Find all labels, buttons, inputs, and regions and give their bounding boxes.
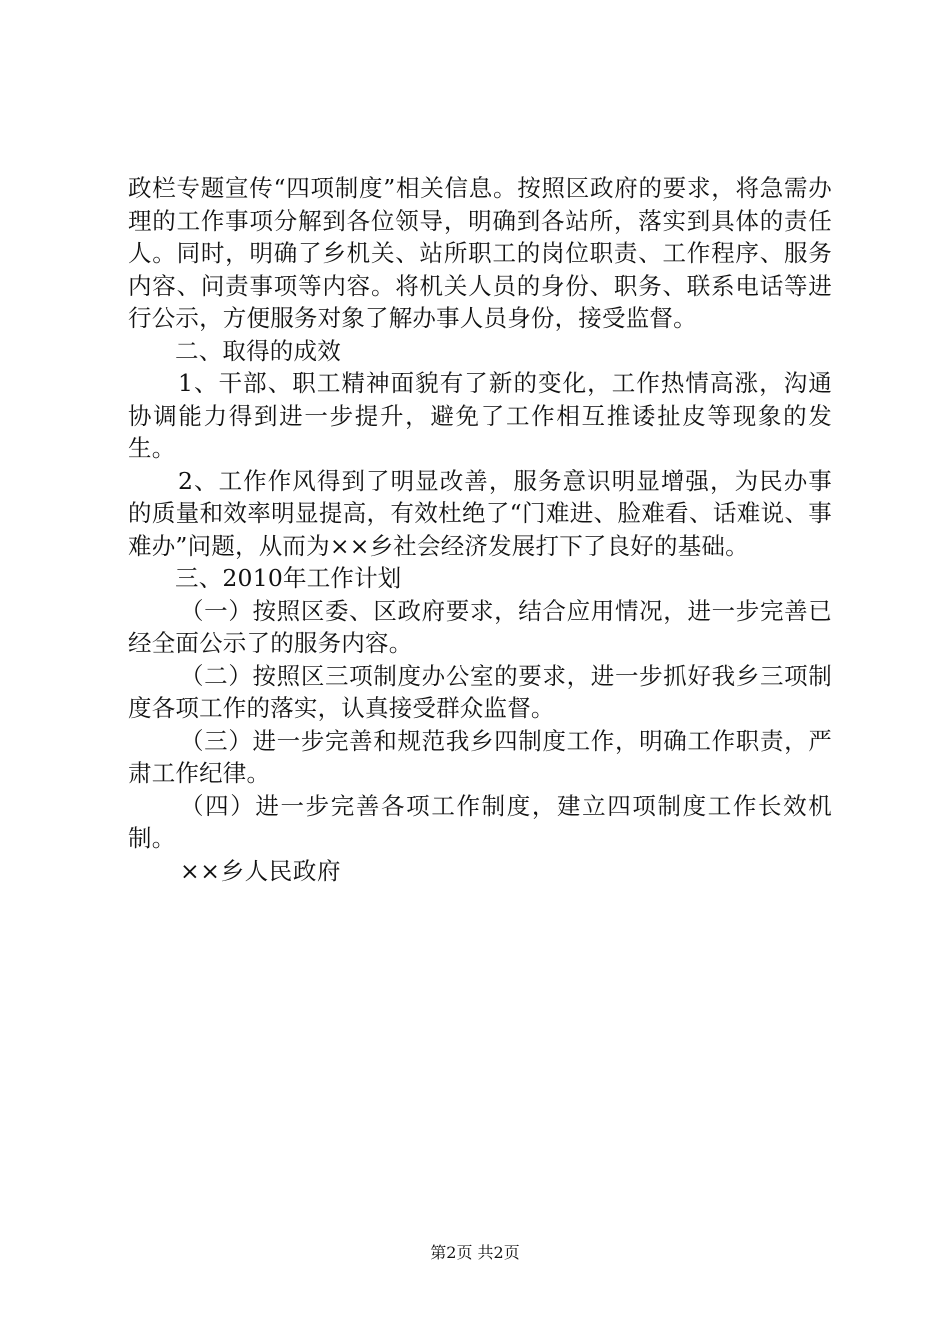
paragraph-plan-1: （一）按照区委、区政府要求，结合应用情况，进一步完善已经全面公示了的服务内容。: [128, 596, 832, 657]
section-heading-plan: 三、2010年工作计划: [175, 564, 402, 592]
paragraph-plan-2: （二）按照区三项制度办公室的要求，进一步抓好我乡三项制度各项工作的落实，认真接受群众监督。: [128, 661, 832, 722]
paragraph-result-1: 1、干部、职工精神面貌有了新的变化，工作热情高涨，沟通协调能力得到进一步提升，避免了工作相互推诿扯皮等现象的发生。: [128, 369, 832, 462]
paragraph-plan-4: （四）进一步完善各项工作制度，建立四项制度工作长效机制。: [128, 791, 832, 852]
page-footer: 第2页 共2页: [430, 1243, 520, 1262]
document-body: [128, 172, 832, 887]
paragraph-plan-3: （三）进一步完善和规范我乡四制度工作，明确工作职责，严肃工作纪律。: [128, 726, 832, 787]
paragraph-result-2: 2、工作作风得到了明显改善，服务意识明显增强，为民办事的质量和效率明显提高，有效杜绝了“门难进、脸难看、话难说、事难办”问题，从而为××乡社会经济发展打下了良好的基础。: [128, 466, 832, 560]
signature: ××乡人民政府: [180, 856, 342, 885]
paragraph-intro: 政栏专题宣传“四项制度”相关信息。按照区政府的要求，将急需办理的工作事项分解到各位领导，明确到各站所，落实到具体的责任人。同时，明确了乡机关、站所职工的岗位职责、工作程序、服务内容、问责事项等内容。将机关人员的身份、职务、联系电话等进行公示，方便服务对象了解办事人员身份，接受监督。: [128, 174, 832, 332]
section-heading-results: 二、取得的成效: [175, 336, 341, 365]
